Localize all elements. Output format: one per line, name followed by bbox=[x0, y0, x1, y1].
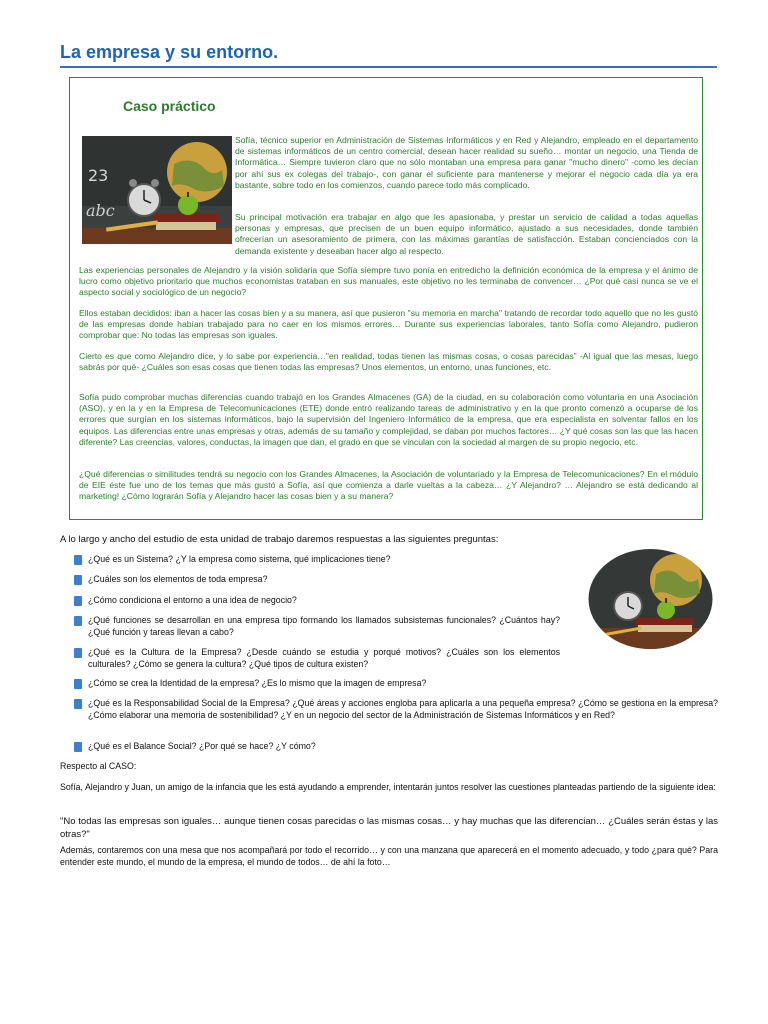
bullet-icon bbox=[74, 679, 82, 689]
case-paragraph: Ellos estaban decididos: iban a hacer las cosas bien y a su manera, así que pusieron "su memoria en marcha" tratando de recordar todo aquello que no les gustó de las empresas donde habían trabajado para no caer en los mismos errores… Durante sus experiencias laborales, tanto Sofía como Alejandro, pudieron comprobar que: No todas las empresas son iguales. bbox=[79, 308, 698, 341]
case-paragraph: Su principal motivación era trabajar en algo que les apasionaba, y prestar un servicio de calidad a todas aquellas personas y empresas, que precisen de un buen equipo informático, ajustado a sus necesidades, donde también ofrecerían un asesoramiento de primera, con las máximas garantías de satisfacción. Estaban concienciados con la demanda existente y deseaban hacer algo al respecto. bbox=[235, 212, 698, 256]
closing-paragraph: Además, contaremos con una mesa que nos acompañará por todo el recorrido… y con una manzana que aparecerá en el momento adecuado, y todo ¿para qué? Para entender este mundo, el mundo de la empresa, el mundo de todos… de ahí la foto… bbox=[60, 845, 718, 867]
question-item: ¿Cómo condiciona el entorno a una idea de negocio? bbox=[72, 595, 568, 607]
case-summary: Sofía, Alejandro y Juan, un amigo de la infancia que les está ayudando a emprender, intentarán juntos resolver las cuestiones planteadas partiendo de la siguiente idea: bbox=[60, 782, 716, 792]
case-paragraph: Cierto es que como Alejandro dice, y lo sabe por experiencia…"en realidad, todas tienen las mismas cosas, o cosas parecidas" -Al igual que las mesas, luego sabrás por qué- ¿Cuáles son esas cosas que tienen todas las empresas? Unos elementos, un entorno, unas funciones, etc. bbox=[79, 351, 698, 373]
classroom-globe-clock-apple-icon bbox=[82, 136, 232, 244]
bullet-icon bbox=[74, 596, 82, 606]
case-paragraph: Sofía pudo comprobar muchas diferencias cuando trabajó en los Grandes Almacenes (GA) de la ciudad, en su colaboración como voluntaria en una Asociación (ASO), y en la y en la Empresa de Telecomunicaciones (ETE) donde entró realizando tareas de administrativo y en la que pronto comenzó a ocuparse de los errores que surgían en los sistemas informáticos, bajo la supervisión del Ingeniero Informático de la empresa, que era especialista en solventar fallos en los equipos. Las diferencias entre unas empresas y otras, además de su tamaño y complejidad, se daban por muchos factores… ¿Y qué cosas son las que las hacen diferente? Las creencias, valores, conductas, la imagen que dan, el grado en que se vinculan con la sociedad al margen de su propio negocio, etc. bbox=[79, 392, 698, 447]
question-item: ¿Cuáles son los elementos de toda empresa? bbox=[72, 574, 568, 586]
svg-text:abc: abc bbox=[86, 201, 115, 220]
case-study-box bbox=[69, 77, 703, 520]
case-study-heading: Caso práctico bbox=[123, 98, 216, 114]
case-label: Respecto al CASO: bbox=[60, 761, 137, 771]
question-item: ¿Qué funciones se desarrollan en una empresa tipo formando los llamados subsistemas funcionales? ¿Cuántos hay? ¿Qué función y tareas llevan a cabo? bbox=[72, 615, 560, 638]
case-paragraph: Las experiencias personales de Alejandro y la visión solidaria que Sofía siempre tuvo ponía en entredicho la definición económica de la empresa y el ánimo de lucro como objetivo prioritario que muchos economistas trataban en sus manuales, este objetivo no les terminaba de convencer… ¿Por qué casi nunca se ve el aspecto social y sociológico de un negocio? bbox=[79, 265, 698, 298]
bullet-icon bbox=[74, 648, 82, 658]
svg-text:23: 23 bbox=[88, 166, 109, 185]
bullet-icon bbox=[74, 575, 82, 585]
case-quote: "No todas las empresas son iguales… aunque tienen cosas parecidas o las mismas cosas… y hay muchas que las diferencian… ¿Cuáles serán éstas y las otras?" bbox=[60, 816, 718, 840]
bullet-icon bbox=[74, 699, 82, 709]
question-item: ¿Cómo se crea la Identidad de la empresa? ¿Es lo mismo que la imagen de empresa? bbox=[72, 678, 568, 690]
title-divider bbox=[60, 66, 717, 68]
case-paragraph: ¿Qué diferencias o similitudes tendrá su negocio con los Grandes Almacenes, la Asociación de voluntariado y la Empresa de Telecomunicaciones? En el módulo de EIE éste fue uno de los temas que más gustó a Sofía, así que comienza a darle vueltas a la cabeza… ¿Y Alejandro? … Alejandro se está dedicando al marketing! ¿Cómo lograrán Sofía y Alejandro hacer las cosas bien y a su manera? bbox=[79, 469, 698, 502]
question-item: ¿Qué es un Sistema? ¿Y la empresa como sistema, qué implicaciones tiene? bbox=[72, 554, 568, 566]
question-item: ¿Qué es la Cultura de la Empresa? ¿Desde cuándo se estudia y porqué motivos? ¿Cuáles son los elementos culturales? ¿Cómo se genera la cultura? ¿Qué tipos de cultura existen? bbox=[72, 647, 560, 670]
question-item: ¿Qué es el Balance Social? ¿Por qué se hace? ¿Y cómo? bbox=[72, 741, 568, 753]
case-paragraph: Sofía, técnico superior en Administración de Sistemas Informáticos y en Red y Alejandro, empleado en el departamento de sistemas informáticos de un centro comercial, desean hacer realidad su sueño… montar un negocio, una Tienda de Informática… Siempre tuvieron claro que no sólo montaban una empresa para ganar "mucho dinero" -como les decían por ahí sus ex colegas del trabajo-, con ganar el suficiente para mantenerse y mejorar el negocio cada día ya era bastante, sobre todo en los comienzos, cuando parece todo más complicado. bbox=[235, 135, 698, 190]
page-title: La empresa y su entorno. bbox=[60, 42, 279, 62]
question-item: ¿Qué es la Responsabilidad Social de la Empresa? ¿Qué áreas y acciones engloba para aplicarla a una pequeña empresa? ¿Cómo se gestiona en la empresa? ¿Cómo elaborar una memoria de sostenibilidad? ¿Y en un negocio del sector de la Administración de Sistemas Informáticos y en Red? bbox=[72, 698, 718, 721]
oval-globe-clock-apple-icon bbox=[588, 548, 713, 650]
bullet-icon bbox=[74, 742, 82, 752]
bullet-icon bbox=[74, 555, 82, 565]
questions-intro: A lo largo y ancho del estudio de esta unidad de trabajo daremos respuestas a las siguientes preguntas: bbox=[60, 534, 499, 545]
bullet-icon bbox=[74, 616, 82, 626]
